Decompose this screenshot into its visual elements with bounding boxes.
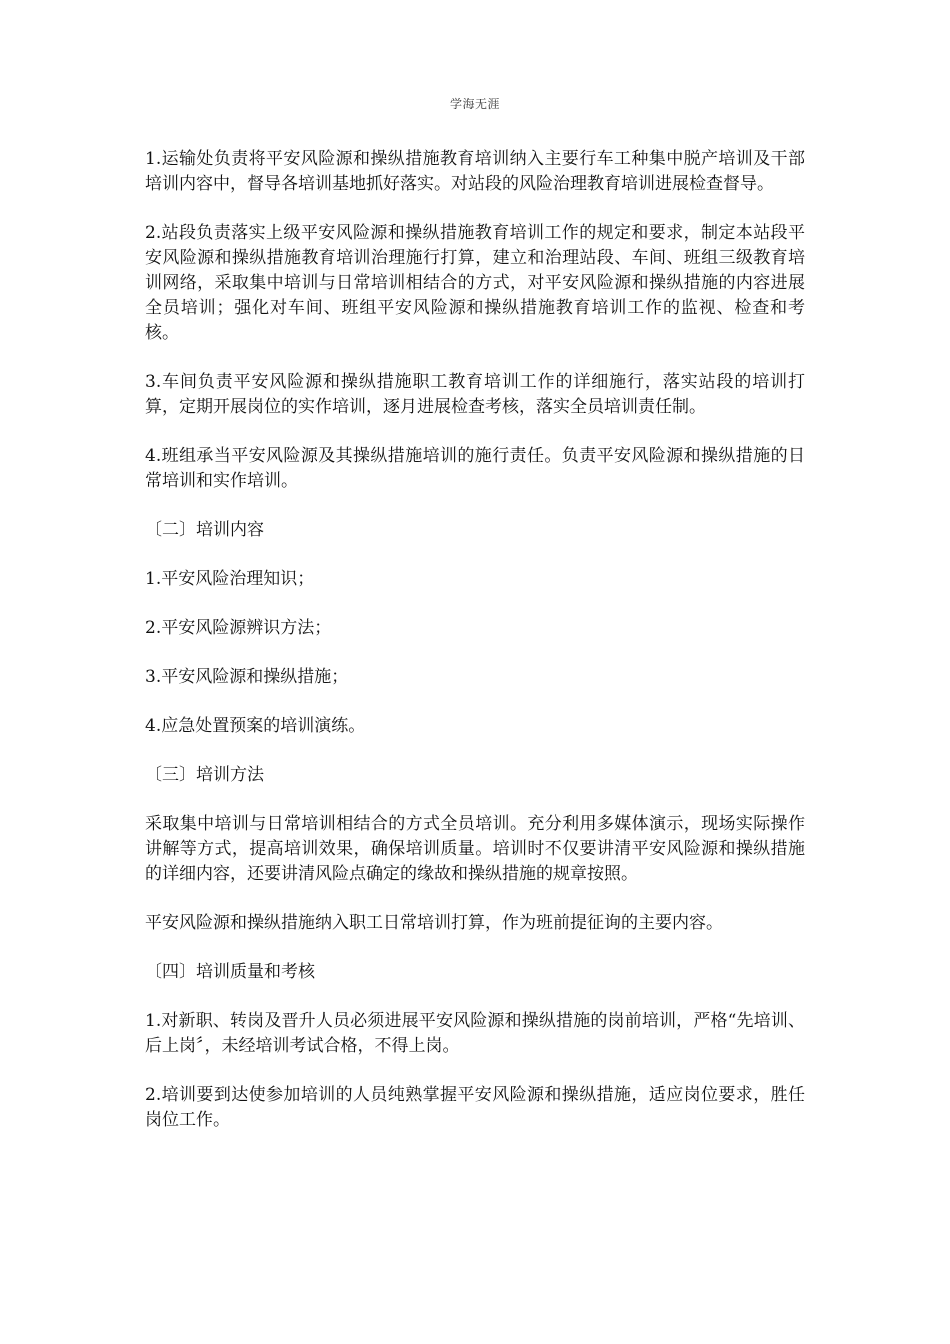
section-heading-quality: 〔四〕培训质量和考核: [145, 962, 315, 982]
paragraph-quality-2: 2.培训要到达使参加培训的人员纯熟掌握平安风险源和操纵措施，适应岗位要求，胜任岗位工作。: [145, 1085, 805, 1130]
list-item-content-2: 2.平安风险源辨识方法；: [145, 618, 332, 638]
paragraph-duty-team: 4.班组承当平安风险源及其操纵措施培训的施行责任。负责平安风险源和操纵措施的日常培训和实作培训。: [145, 446, 805, 491]
section-heading-method: 〔三〕培训方法: [145, 765, 264, 785]
document-body: [145, 147, 805, 1157]
list-item-content-4: 4.应急处置预案的培训演练。: [145, 716, 366, 736]
paragraph-method-detail: 采取集中培训与日常培训相结合的方式全员培训。充分利用多媒体演示，现场实际操作讲解等方式，提高培训效果，确保培训质量。培训时不仅要讲清平安风险源和操纵措施的详细内容，还要讲清风险点确定的缘故和操纵措施的规章按照。: [145, 814, 805, 884]
paragraph-quality-1: 1.对新职、转岗及晋升人员必须进展平安风险源和操纵措施的岗前培训，严格“先培训、后上岗〞，未经培训考试合格，不得上岗。: [145, 1011, 805, 1056]
paragraph-duty-transport: 1.运输处负责将平安风险源和操纵措施教育培训纳入主要行车工种集中脱产培训及干部培训内容中，督导各培训基地抓好落实。对站段的风险治理教育培训进展检查督导。: [145, 149, 805, 194]
page-header: 学海无涯: [449, 97, 500, 111]
list-item-content-3: 3.平安风险源和操纵措施；: [145, 667, 349, 687]
list-item-content-1: 1.平安风险治理知识；: [145, 569, 315, 589]
paragraph-duty-station: 2.站段负责落实上级平安风险源和操纵措施教育培训工作的规定和要求，制定本站段平安风险源和操纵措施教育培训治理施行打算，建立和治理站段、车间、班组三级教育培训网络，采取集中培训与日常培训相结合的方式，对平安风险源和操纵措施的内容进展全员培训；强化对车间、班组平安风险源和操纵措施教育培训工作的监视、检查和考核。: [145, 223, 805, 343]
section-heading-content: 〔二〕培训内容: [145, 520, 264, 540]
paragraph-duty-workshop: 3.车间负责平安风险源和操纵措施职工教育培训工作的详细施行，落实站段的培训打算，定期开展岗位的实作培训，逐月进展检查考核，落实全员培训责任制。: [145, 372, 805, 417]
paragraph-method-daily: 平安风险源和操纵措施纳入职工日常培训打算，作为班前提征询的主要内容。: [145, 913, 723, 933]
